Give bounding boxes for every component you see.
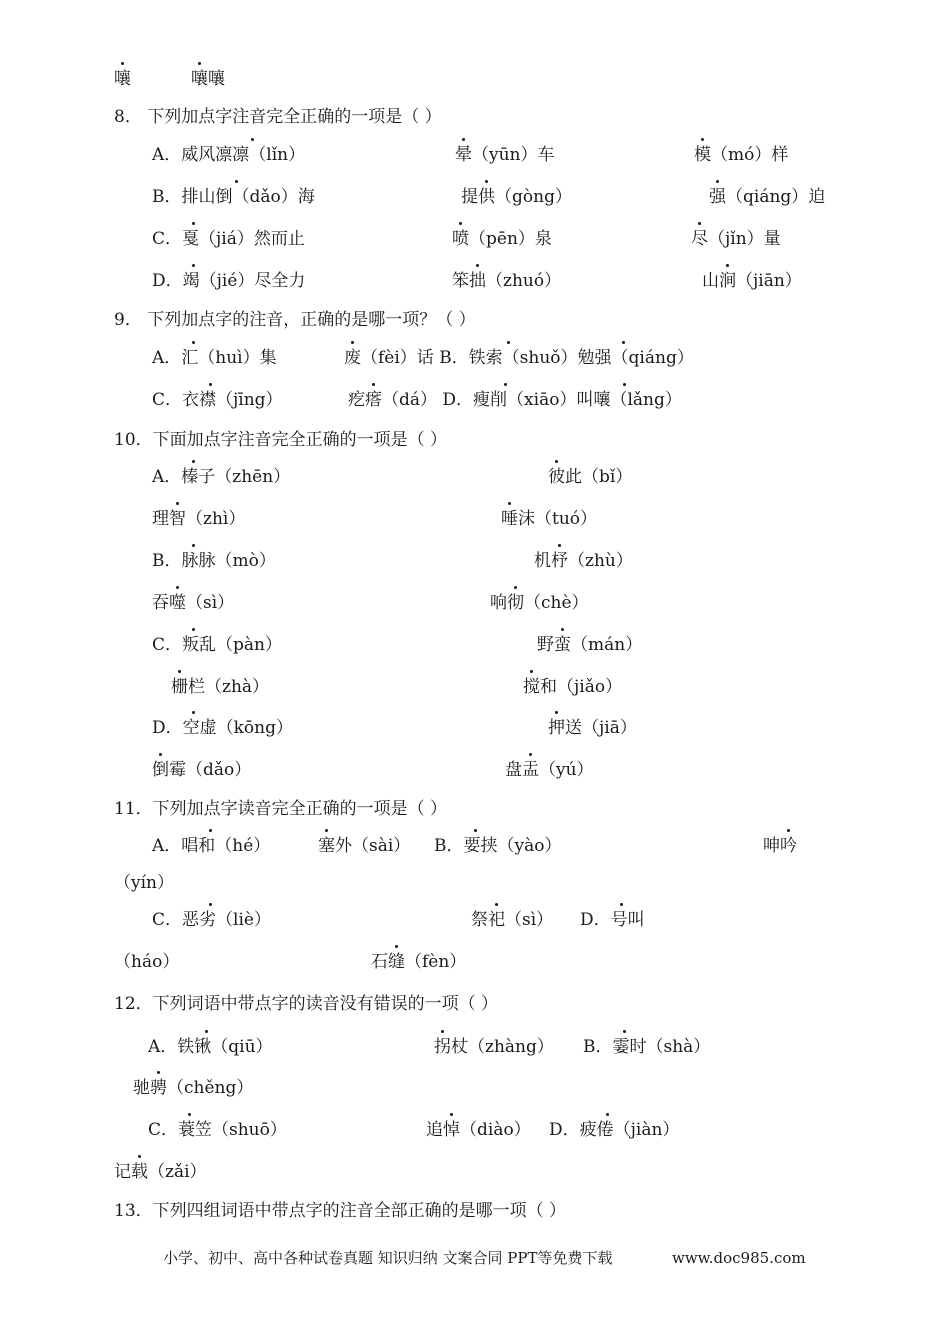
q11-option-c-2: 祭祀（sì） — [471, 910, 554, 930]
q8-option-b-2: 提供（gòng） — [461, 187, 572, 207]
q10-option-c-2: 野蛮（mán） — [537, 635, 643, 655]
emphasis-dot — [176, 502, 179, 505]
emphasis-dot — [623, 1030, 626, 1033]
emphasis-dot — [188, 1113, 191, 1116]
q12-option-b-1: B．霎时（shà） — [583, 1037, 711, 1057]
emphasis-dot — [485, 180, 488, 183]
q10-option-c-3: 栅栏（zhà） — [171, 677, 270, 697]
emphasis-dot — [620, 903, 623, 906]
q12-option-c-2: 追悼（diào） — [426, 1120, 531, 1140]
emphasis-dot — [192, 341, 195, 344]
q11-option-d-2: 石缝（fèn） — [371, 952, 467, 972]
emphasis-dot — [606, 1113, 609, 1116]
emphasis-dot — [178, 670, 181, 673]
q8-stem: 8． 下列加点字注音完全正确的一项是（ ） — [114, 107, 442, 127]
emphasis-dot — [716, 180, 719, 183]
emphasis-dot — [121, 62, 124, 65]
q10-stem: 10．下面加点字注音完全正确的一项是（ ） — [114, 430, 448, 450]
q9-option-c-1: C．衣襟（jīng） — [152, 390, 283, 410]
emphasis-dot — [530, 670, 533, 673]
emphasis-dot — [726, 264, 729, 267]
emphasis-dot — [205, 1030, 208, 1033]
q12-option-b-2: 驰骋（chěng） — [133, 1078, 254, 1098]
q10-option-b-2: 机杼（zhù） — [534, 551, 633, 571]
emphasis-dot — [561, 628, 564, 631]
emphasis-dot — [504, 383, 507, 386]
q11-option-d-1: D．号叫 — [580, 910, 645, 930]
q12-option-a-1: A．铁锹（qiū） — [148, 1037, 273, 1057]
q9-stem: 9． 下列加点字的注音，正确的是哪一项？（ ） — [114, 310, 476, 330]
q11-option-a-1: A．唱和（hé） — [152, 836, 271, 856]
emphasis-dot — [192, 628, 195, 631]
emphasis-dot — [476, 264, 479, 267]
q8-option-d-2: 笨拙（zhuó） — [452, 271, 562, 291]
q11-option-a-2: 塞外（sài） — [318, 836, 411, 856]
q11-option-b-1: B．要挟（yào） — [434, 836, 562, 856]
q8-option-c-3: 尽（jǐn）量 — [691, 229, 781, 249]
q10-option-c-1: C．叛乱（pàn） — [152, 635, 282, 655]
emphasis-dot — [507, 341, 510, 344]
q8-option-a-3: 模（mó）样 — [694, 145, 789, 165]
emphasis-dot — [192, 264, 195, 267]
q8-option-b-3: 强（qiáng）迫 — [709, 187, 826, 207]
emphasis-dot — [209, 829, 212, 832]
emphasis-dot — [325, 829, 328, 832]
emphasis-dot — [508, 502, 511, 505]
q9-option-a-1: A．汇（huì）集 — [152, 348, 277, 368]
q8-option-d-3: 山涧（jiān） — [702, 271, 802, 291]
q8-option-a-2: 晕（yūn）车 — [455, 145, 555, 165]
emphasis-dot — [555, 711, 558, 714]
q9-option-a-2: 废（fèi）话 B．铁索（shuǒ）勉强（qiáng） — [344, 348, 694, 368]
emphasis-dot — [192, 711, 195, 714]
emphasis-dot — [441, 1030, 444, 1033]
emphasis-dot — [698, 222, 701, 225]
q10-option-a-4: 唾沫（tuó） — [501, 509, 598, 529]
emphasis-dot — [176, 586, 179, 589]
emphasis-dot — [558, 544, 561, 547]
q11-option-b-2-pinyin: （yín） — [114, 873, 174, 893]
emphasis-dot — [450, 1113, 453, 1116]
emphasis-dot — [251, 138, 254, 141]
q12-option-a-2: 拐杖（zhàng） — [434, 1037, 554, 1057]
emphasis-dot — [351, 341, 354, 344]
emphasis-dot — [192, 460, 195, 463]
q10-option-a-3: 理智（zhì） — [152, 509, 246, 529]
q10-option-b-1: B．脉脉（mò） — [152, 551, 276, 571]
emphasis-dot — [495, 903, 498, 906]
emphasis-dot — [209, 383, 212, 386]
emphasis-dot — [395, 945, 398, 948]
top-char-b: 嚷嚷 — [191, 69, 225, 89]
emphasis-dot — [157, 1071, 160, 1074]
emphasis-dot — [198, 62, 201, 65]
q10-option-d-3: 倒霉（dǎo） — [152, 760, 252, 780]
q12-option-c-1: C．蓑笠（shuō） — [148, 1120, 287, 1140]
footer-text: 小学、初中、高中各种试卷真题 知识归纳 文案合同 PPT等免费下载 — [163, 1249, 613, 1267]
emphasis-dot — [622, 341, 625, 344]
emphasis-dot — [701, 138, 704, 141]
emphasis-dot — [514, 586, 517, 589]
q11-option-d-1-pinyin: （háo） — [114, 952, 180, 972]
emphasis-dot — [529, 753, 532, 756]
emphasis-dot — [462, 138, 465, 141]
q12-option-d-2: 记载（zǎi） — [114, 1162, 207, 1182]
emphasis-dot — [138, 1155, 141, 1158]
q10-option-b-4: 响彻（chè） — [490, 593, 589, 613]
emphasis-dot — [192, 544, 195, 547]
emphasis-dot — [555, 460, 558, 463]
q10-option-b-3: 吞噬（sì） — [152, 593, 235, 613]
q8-option-a-1: A．威风凛凛（lǐn） — [152, 145, 306, 165]
q10-option-c-4: 搅和（jiǎo） — [523, 677, 623, 697]
emphasis-dot — [372, 383, 375, 386]
emphasis-dot — [235, 180, 238, 183]
q10-option-a-1: A．榛子（zhēn） — [152, 467, 291, 487]
emphasis-dot — [623, 383, 626, 386]
q11-option-b-2: 呻吟 — [763, 836, 797, 856]
q10-option-d-1: D．空虚（kōng） — [152, 718, 293, 738]
q8-option-c-1: C．戛（jiá）然而止 — [152, 229, 305, 249]
emphasis-dot — [474, 829, 477, 832]
footer-url[interactable]: www.doc985.com — [672, 1249, 806, 1267]
emphasis-dot — [209, 903, 212, 906]
q10-option-d-2: 押送（jiā） — [548, 718, 637, 738]
q12-option-d-1: D．疲倦（jiàn） — [549, 1120, 680, 1140]
q10-option-a-2: 彼此（bǐ） — [548, 467, 633, 487]
q11-stem: 11．下列加点字读音完全正确的一项是（ ） — [114, 799, 448, 819]
q13-stem: 13．下列四组词语中带点字的注音全部正确的是哪一项（ ） — [114, 1201, 567, 1221]
q8-option-b-1: B．排山倒（dǎo）海 — [152, 187, 315, 207]
emphasis-dot — [787, 829, 790, 832]
q8-option-c-2: 喷（pēn）泉 — [452, 229, 552, 249]
q10-option-d-4: 盘盂（yú） — [505, 760, 594, 780]
emphasis-dot — [459, 222, 462, 225]
top-char-a: 嚷 — [114, 69, 131, 89]
emphasis-dot — [159, 753, 162, 756]
q8-option-d-1: D．竭（jié）尽全力 — [152, 271, 306, 291]
q11-option-c-1: C．恶劣（liè） — [152, 910, 271, 930]
emphasis-dot — [192, 222, 195, 225]
q12-stem: 12．下列词语中带点字的读音没有错误的一项（ ） — [114, 994, 499, 1014]
q9-option-c-2: 疙瘩（dá） D．瘦削（xiāo）叫嚷（lǎng） — [348, 390, 682, 410]
